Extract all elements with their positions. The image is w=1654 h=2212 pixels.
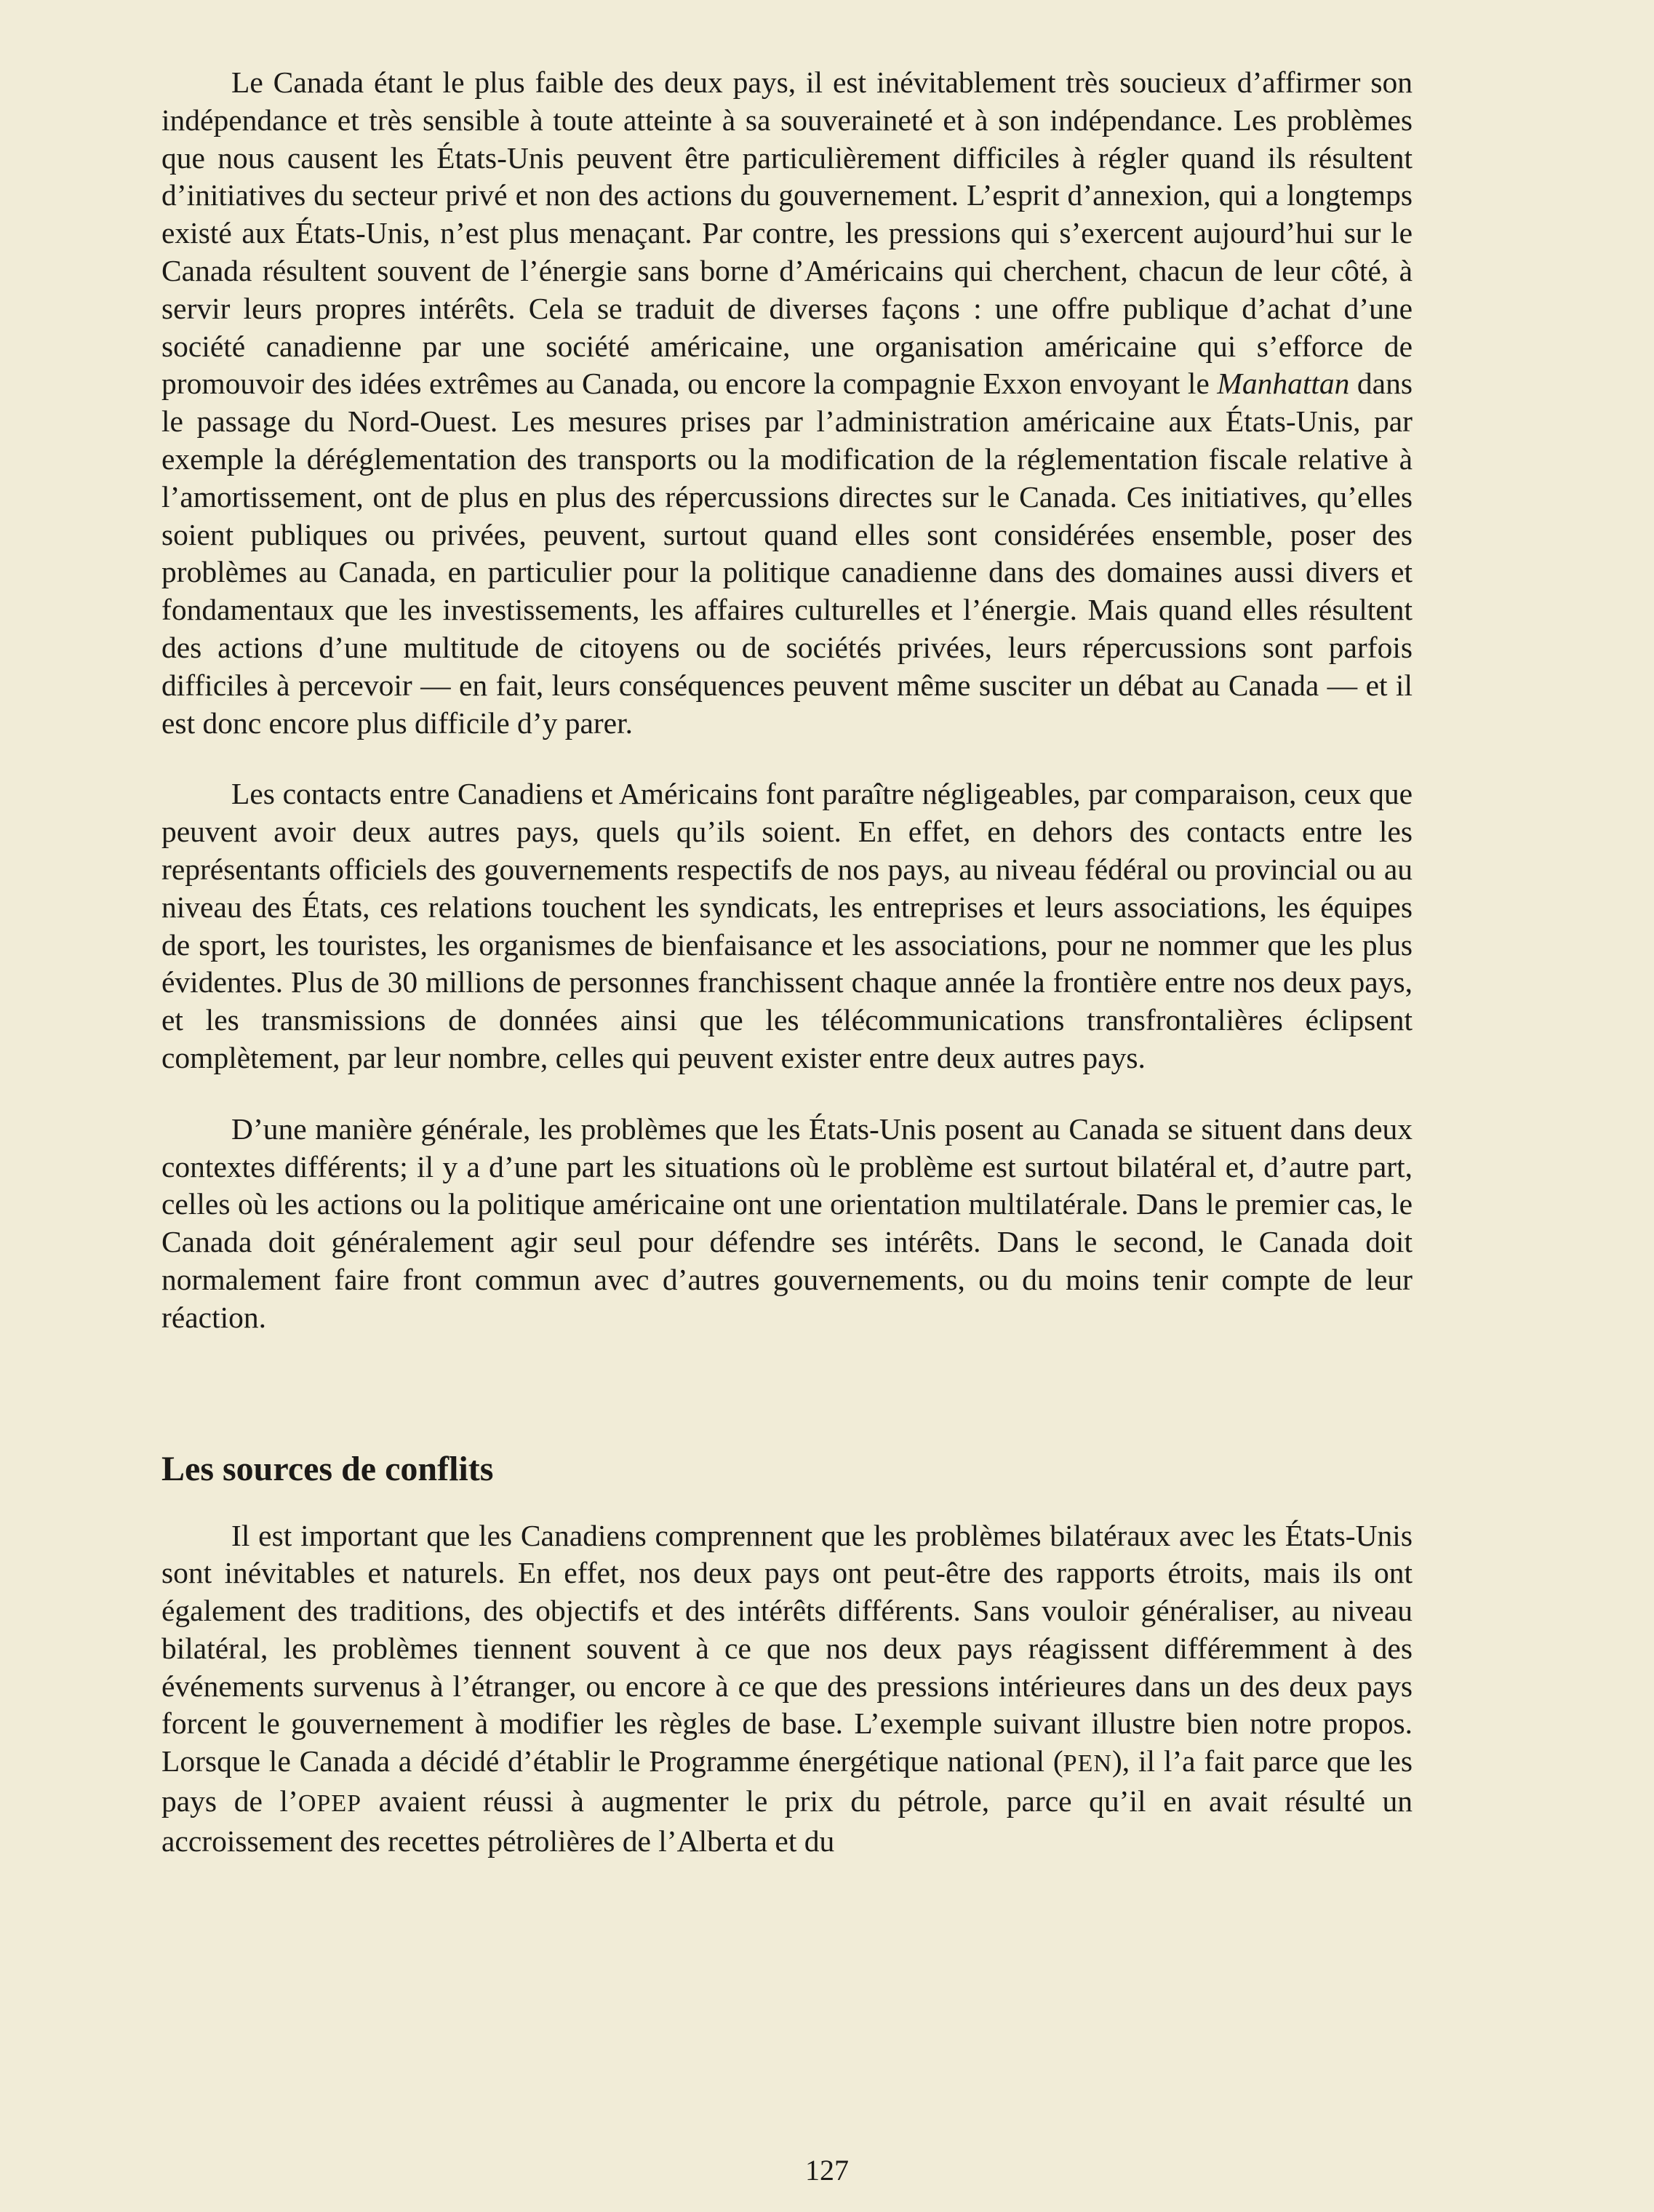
abbreviation-opep: OPEP <box>297 1790 362 1818</box>
section-heading: Les sources de conflits <box>161 1449 494 1488</box>
paragraph-4-text-a: Il est important que les Canadiens comprennent que les problèmes bilatéraux avec les États-Unis sont inévitables et naturels. En effet, nos deux pays ont peut-être des rapports étroits, mais ils ont également des traditions, des objectifs et des intérêts différents. Sans vouloir généraliser, au niveau bilatéral, les problèmes tiennent souvent à ce que nos deux pays réagissent différemment à des événements survenus à l’étranger, ou encore à ce que des pressions intérieures dans un des deux pays forcent le gouvernement à modifier les règles de base. L’exemple suivant illustre bien notre propos. Lorsque le Canada a décidé d’établir le Programme énergétique national ( <box>161 1518 1413 1778</box>
paragraph-4-text-c: avaient réussi à augmenter le prix du pétrole, parce qu’il en avait résulté un accroissement des recettes pétrolières de l’Alberta et du <box>161 1784 1413 1858</box>
paragraph-1-text-b: dans le passage du Nord-Ouest. Les mesures prises par l’administration américaine aux États-Unis, par exemple la déréglementation des transports ou la modification de la réglementation fiscale relative à l’amortissement, ont de plus en plus des répercussions directes sur le Canada. Ces initiatives, qu’elles soient publiques ou privées, peuvent, surtout quand elles sont considérées ensemble, poser des problèmes au Canada, en particulier pour la politique canadienne dans des domaines aussi divers et fondamentaux que les investissements, les affaires culturelles et l’énergie. Mais quand elles résultent des actions d’une multitude de citoyens ou de sociétés privées, leurs répercussions sont parfois difficiles à percevoir — en fait, leurs conséquences peuvent même susciter un débat au Canada — et il est donc encore plus difficile d’y parer. <box>161 367 1413 740</box>
ship-name-italic: Manhattan <box>1217 367 1350 401</box>
abbreviation-pen: PEN <box>1063 1750 1112 1778</box>
page-body <box>161 64 1413 1861</box>
paragraph-3: D’une manière générale, les problèmes que les États-Unis posent au Canada se situent dans deux contextes différents; il y a d’une part les situations où le problème est surtout bilatéral et, d’autre part, celles où les actions ou la politique américaine ont une orientation multilatérale. Dans le premier cas, le Canada doit généralement agir seul pour défendre ses intérêts. Dans le second, le Canada doit normalement faire front commun avec d’autres gouvernements, ou du moins tenir compte de leur réaction. <box>161 1111 1413 1334</box>
paragraph-4 <box>161 1517 1413 1861</box>
paragraph-2: Les contacts entre Canadiens et Américains font paraître négligeables, par comparaison, ceux que peuvent avoir deux autres pays, quels qu’ils soient. En effet, en dehors des contacts entre les représentants officiels des gouvernements respectifs de nos pays, au niveau fédéral ou provincial ou au niveau des États, ces relations touchent les syndicats, les entreprises et leurs associations, les équipes de sport, les touristes, les organismes de bienfaisance et les associations, pour ne nommer que les plus évidentes. Plus de 30 millions de personnes franchissent chaque année la frontière entre nos deux pays, et les transmissions de données ainsi que les télécommunications transfrontalières éclipsent complètement, par leur nombre, celles qui peuvent exister entre deux autres pays. <box>161 777 1413 1074</box>
paragraph-1-text-a: Le Canada étant le plus faible des deux pays, il est inévitablement très soucieux d’affirmer son indépendance et très sensible à toute atteinte à sa souveraineté et à son indépendance. Les problèmes que nous causent les États-Unis peuvent être particulièrement difficiles à régler quand ils résultent d’initiatives du secteur privé et non des actions du gouvernement. L’esprit d’annexion, qui a longtemps existé aux États-Unis, n’est plus menaçant. Par contre, les pressions qui s’exercent aujourd’hui sur le Canada résultent souvent de l’énergie sans borne d’Américains qui cherchent, chacun de leur côté, à servir leurs propres intérêts. Cela se traduit de diverses façons : une offre publique d’achat d’une société canadienne par une société américaine, une organisation américaine qui s’efforce de promouvoir des idées extrêmes au Canada, ou encore la compagnie Exxon envoyant le <box>161 65 1413 401</box>
paragraph-1 <box>161 64 1413 742</box>
paragraph-4-text-b: ), il l’a fait parce que les pays de l’ <box>161 1744 1413 1818</box>
page-number: 127 <box>805 2154 849 2187</box>
